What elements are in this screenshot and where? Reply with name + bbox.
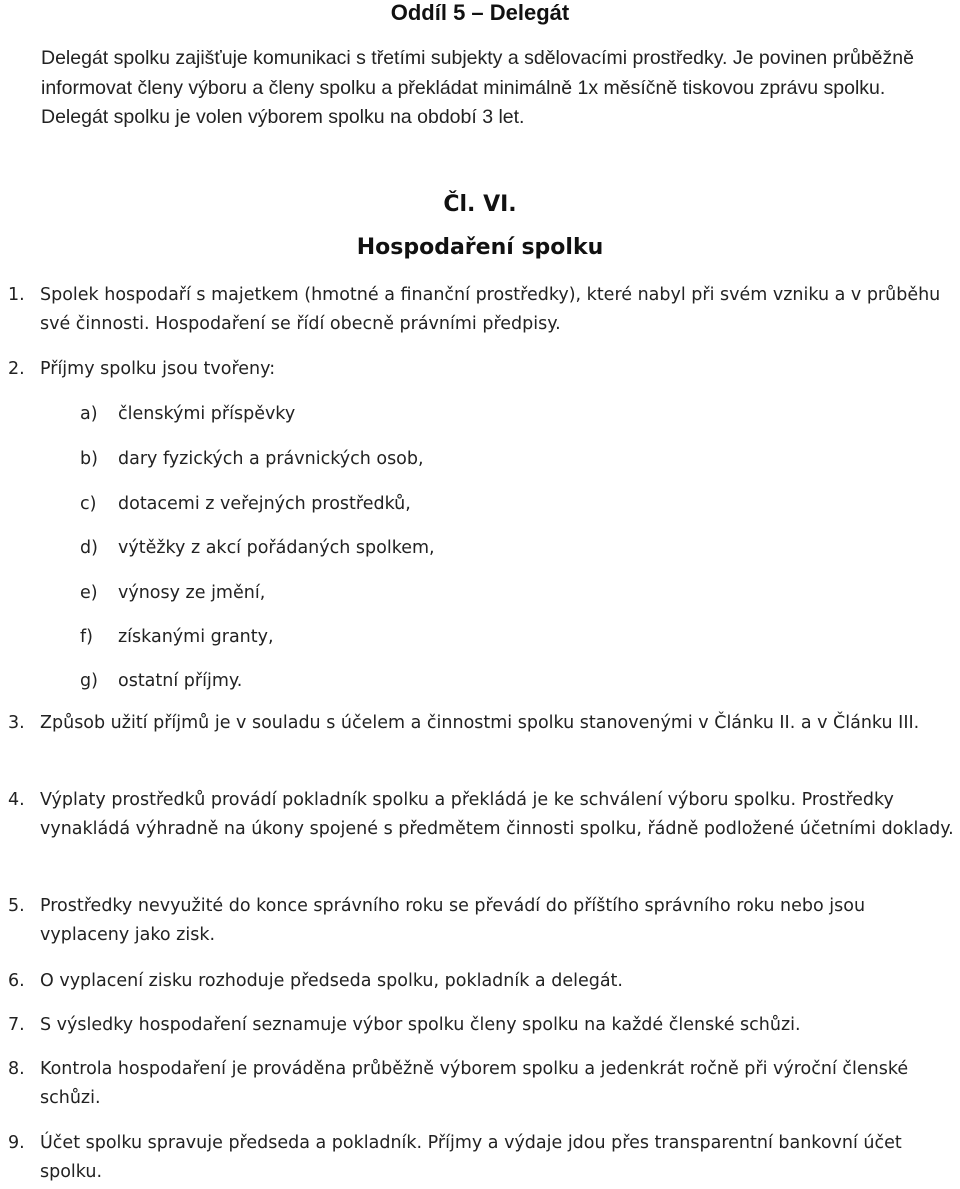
- clause-3: [8, 709, 958, 738]
- income-item-e: [80, 579, 940, 608]
- section-heading: Oddíl 5 – Delegát: [390, 0, 570, 25]
- item-text: získanými granty,: [118, 627, 274, 647]
- section-paragraph: Delegát spolku zajišťuje komunikaci s třetími subjekty a sdělovacími prostředky. Je povinen průběžně informovat členy výboru a členy spolku a překládat minimálně 1x měsíčně tiskovou zprávu spolku. Delegát spolku je volen výborem spolku na období 3 let.: [41, 47, 914, 128]
- income-item-b: [80, 445, 940, 474]
- item-label: c): [80, 494, 97, 514]
- clause-number: 4.: [8, 790, 25, 810]
- clause-number: 5.: [8, 896, 25, 916]
- clause-6: [8, 967, 958, 996]
- clause-text: Způsob užití příjmů je v souladu s účelem a činnostmi spolku stanovenými v Článku II. a v Článku III.: [40, 713, 920, 733]
- clause-text: Prostředky nevyužité do konce správního roku se převádí do příštího správního roku nebo jsou vyplaceny jako zisk.: [40, 896, 866, 945]
- item-label: g): [80, 671, 98, 691]
- item-label: b): [80, 449, 98, 469]
- item-text: výnosy ze jmění,: [118, 583, 266, 603]
- item-text: ostatní příjmy.: [118, 671, 243, 691]
- clause-5: [8, 892, 958, 950]
- item-label: d): [80, 538, 98, 558]
- income-item-d: [80, 534, 940, 563]
- article-number: Čl. VI.: [443, 192, 517, 217]
- clause-text: Účet spolku spravuje předseda a pokladník. Příjmy a výdaje jdou přes transparentní bankovní účet spolku.: [40, 1133, 902, 1182]
- clause-number: 1.: [8, 285, 25, 305]
- clause-2: [8, 355, 958, 384]
- income-item-a: [80, 400, 940, 429]
- income-item-g: [80, 667, 940, 696]
- item-label: f): [80, 627, 93, 647]
- clause-number: 8.: [8, 1059, 25, 1079]
- clause-number: 7.: [8, 1015, 25, 1035]
- clause-4: [8, 786, 958, 844]
- clause-text: Výplaty prostředků provádí pokladník spolku a překládá je ke schválení výboru spolku. Prostředky vynakládá výhradně na úkony spojené s předmětem činnosti spolku, řádně podložené účetními doklady.: [40, 790, 954, 839]
- clause-text: Kontrola hospodaření je prováděna průběžně výborem spolku a jedenkrát ročně při výroční členské schůzi.: [40, 1059, 909, 1108]
- clause-text: Spolek hospodaří s majetkem (hmotné a finanční prostředky), které nabyl při svém vzniku a v průběhu své činnosti. Hospodaření se řídí obecně právními předpisy.: [40, 285, 941, 334]
- clause-7: [8, 1011, 958, 1040]
- clause-8: [8, 1055, 958, 1113]
- clause-9: [8, 1129, 958, 1187]
- income-item-c: [80, 490, 940, 519]
- item-text: členskými příspěvky: [118, 404, 296, 424]
- income-item-f: [80, 623, 940, 652]
- clause-number: 6.: [8, 971, 25, 991]
- item-label: e): [80, 583, 98, 603]
- clause-number: 2.: [8, 359, 25, 379]
- item-text: výtěžky z akcí pořádaných spolkem,: [118, 538, 435, 558]
- clause-number: 9.: [8, 1133, 25, 1153]
- article-title: Hospodaření spolku: [356, 235, 604, 260]
- clause-1: [8, 281, 958, 339]
- clause-text: S výsledky hospodaření seznamuje výbor spolku členy spolku na každé členské schůzi.: [40, 1015, 801, 1035]
- item-label: a): [80, 404, 98, 424]
- clause-number: 3.: [8, 713, 25, 733]
- item-text: dotacemi z veřejných prostředků,: [118, 494, 411, 514]
- item-text: dary fyzických a právnických osob,: [118, 449, 424, 469]
- clause-text: Příjmy spolku jsou tvořeny:: [40, 359, 276, 379]
- clause-text: O vyplacení zisku rozhoduje předseda spolku, pokladník a delegát.: [40, 971, 623, 991]
